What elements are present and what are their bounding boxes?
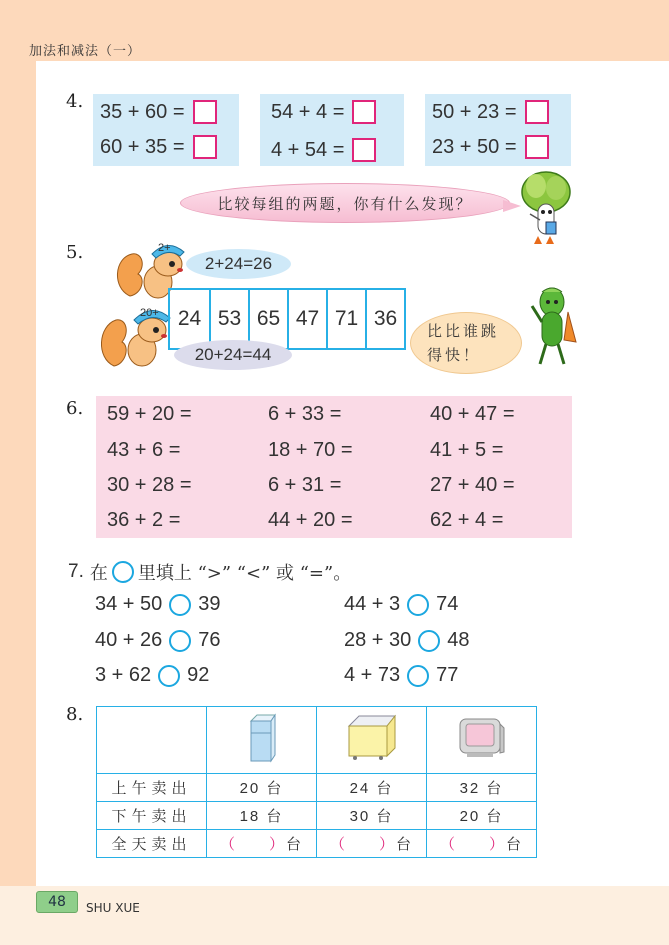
left-expr: 40 + 26 (95, 629, 163, 651)
table-header-row (97, 707, 537, 774)
table-row (97, 802, 537, 830)
comparison-item (95, 629, 221, 652)
equation: 40 + 47 = (430, 403, 515, 425)
compare-circle[interactable] (418, 630, 440, 652)
compare-circle[interactable] (169, 630, 191, 652)
empty-header-cell (97, 707, 207, 774)
table-cell: 24 台 (317, 774, 427, 802)
unit-label: 台 (396, 835, 414, 853)
challenge-line-1: 比比谁跳 (427, 322, 500, 340)
paren-close: ） (378, 836, 396, 853)
table-row (97, 774, 537, 802)
question-number-7: 7. (68, 561, 84, 582)
speech-bubble-bottom (174, 340, 292, 370)
instruction-text: 在 (89, 563, 108, 584)
right-value: 92 (187, 664, 210, 686)
table-cell: 18 台 (207, 802, 317, 830)
answer-blank-cell[interactable] (317, 830, 427, 858)
bubble-text: 2+24=26 (204, 254, 273, 273)
sales-table (96, 706, 537, 858)
footer-band (0, 886, 669, 945)
refrigerator-icon (247, 713, 277, 763)
circle-icon (112, 561, 134, 583)
question-number-4: 4. (66, 91, 84, 112)
footer-label: SHU XUE (86, 901, 140, 915)
right-value: 39 (198, 593, 221, 615)
side-band (0, 61, 36, 886)
answer-box[interactable] (525, 135, 549, 159)
answer-box[interactable] (352, 138, 376, 162)
left-expr: 3 + 62 (95, 664, 152, 686)
instruction-text: 里填上 “>” “<” 或 “=”。 (137, 563, 352, 584)
right-value: 48 (447, 629, 470, 651)
number-cell: 71 (326, 290, 365, 348)
paren-close: ） (488, 836, 506, 853)
right-value: 77 (436, 664, 459, 686)
table-cell: 20 台 (427, 802, 537, 830)
compare-circle[interactable] (407, 665, 429, 687)
q6-exercise-box (96, 396, 572, 538)
equation: 36 + 2 = (107, 509, 181, 531)
q4-group-3 (425, 94, 571, 166)
left-expr: 28 + 30 (344, 629, 412, 651)
product-cell-refrigerator (207, 707, 317, 774)
equation: 43 + 6 = (107, 439, 181, 461)
number-cell: 47 (287, 290, 326, 348)
page-number: 48 (36, 891, 78, 913)
product-cell-washing-machine (317, 707, 427, 774)
pea-pod-character-icon (528, 282, 578, 372)
equation: 27 + 40 = (430, 474, 515, 496)
right-value: 76 (198, 629, 221, 651)
equation: 23 + 50 = (432, 135, 517, 158)
number-cell: 24 (177, 307, 202, 330)
paren-open: （ (439, 836, 457, 853)
answer-box[interactable] (193, 135, 217, 159)
equation: 62 + 4 = (430, 509, 504, 531)
chapter-title: 加法和减法（一） (29, 44, 142, 59)
table-cell: 32 台 (427, 774, 537, 802)
comparison-item (95, 664, 209, 687)
left-expr: 4 + 73 (344, 664, 401, 686)
left-expr: 34 + 50 (95, 593, 163, 615)
equation: 18 + 70 = (268, 439, 353, 461)
q4-group-1 (93, 94, 239, 166)
row-label: 上午卖出 (97, 774, 207, 802)
paren-close: ） (268, 836, 286, 853)
equation: 60 + 35 = (100, 135, 185, 158)
equation: 50 + 23 = (432, 100, 517, 123)
equation: 44 + 20 = (268, 509, 353, 531)
q7-instruction (68, 559, 351, 585)
table-row (97, 830, 537, 858)
comparison-item (344, 593, 458, 616)
question-number-8: 8. (66, 704, 84, 725)
comparison-item (344, 629, 470, 652)
right-value: 74 (436, 593, 459, 615)
equation: 35 + 60 = (100, 100, 185, 123)
equation: 54 + 4 = (271, 100, 345, 123)
equation: 59 + 20 = (107, 403, 192, 425)
answer-box[interactable] (525, 100, 549, 124)
answer-box[interactable] (193, 100, 217, 124)
equation: 6 + 33 = (268, 403, 342, 425)
equation: 41 + 5 = (430, 439, 504, 461)
paren-open: （ (329, 836, 347, 853)
table-cell: 30 台 (317, 802, 427, 830)
comparison-item (95, 593, 221, 616)
svg-text:20+: 20+ (140, 307, 159, 319)
number-strip (168, 288, 406, 350)
equation: 6 + 31 = (268, 474, 342, 496)
number-cell: 65 (248, 290, 287, 348)
comparison-item (344, 664, 458, 687)
answer-box[interactable] (352, 100, 376, 124)
challenge-bubble (410, 312, 522, 374)
paren-open: （ (219, 836, 237, 853)
unit-label: 台 (506, 835, 524, 853)
row-label: 下午卖出 (97, 802, 207, 830)
product-cell-television (427, 707, 537, 774)
row-label: 全天卖出 (97, 830, 207, 858)
svg-text:2+: 2+ (158, 242, 171, 254)
answer-blank-cell[interactable] (427, 830, 537, 858)
cabbage-character-icon (512, 170, 574, 248)
table-cell: 20 台 (207, 774, 317, 802)
left-expr: 44 + 3 (344, 593, 401, 615)
speech-bubble-top (186, 249, 291, 279)
compare-circle[interactable] (158, 665, 180, 687)
unit-label: 台 (286, 835, 304, 853)
washing-machine-icon (345, 714, 399, 762)
equation: 4 + 54 = (271, 138, 345, 161)
television-icon (457, 716, 507, 760)
number-cell: 53 (209, 290, 248, 348)
answer-blank-cell[interactable] (207, 830, 317, 858)
squirrel-bottom-icon (96, 302, 176, 374)
challenge-line-2: 得快！ (427, 346, 482, 364)
q4-group-2 (260, 94, 404, 166)
prompt-text: 比较每组的两题，你有什么发现？ (217, 194, 473, 213)
number-cell: 36 (365, 290, 404, 348)
question-number-5: 5. (66, 242, 84, 263)
question-number-6: 6. (66, 398, 84, 419)
equation: 30 + 28 = (107, 474, 192, 496)
compare-circle[interactable] (407, 594, 429, 616)
bubble-text: 20+24=44 (194, 345, 272, 364)
prompt-bubble (180, 183, 510, 223)
compare-circle[interactable] (169, 594, 191, 616)
